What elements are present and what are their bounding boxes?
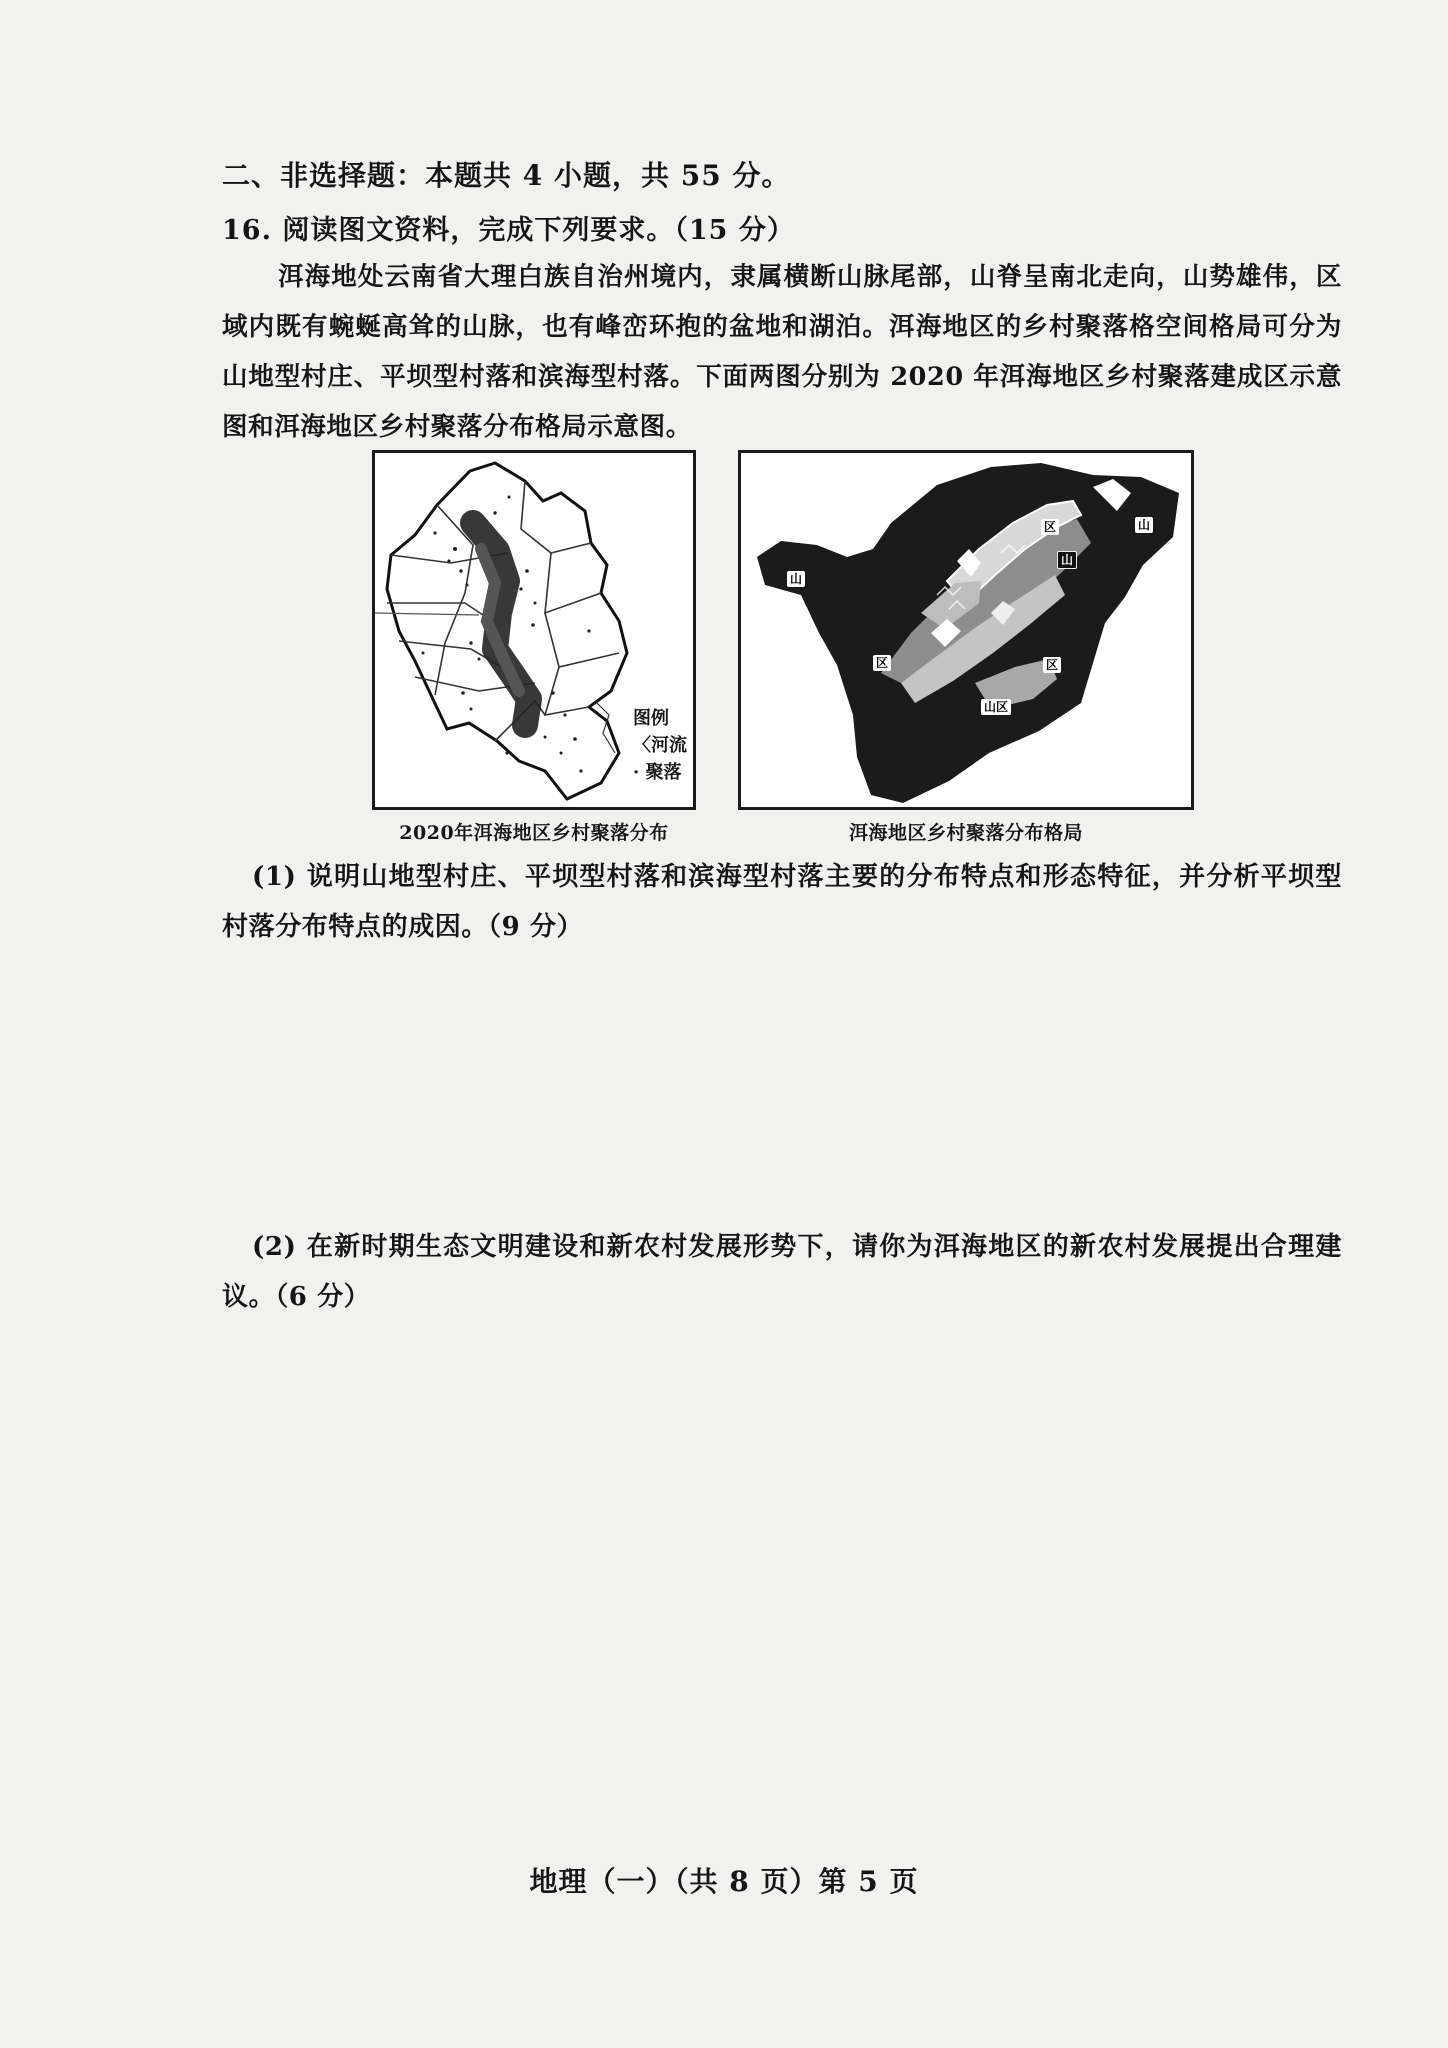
legend-item-settlement bbox=[633, 759, 693, 786]
river-symbol-icon: 〈 bbox=[633, 735, 651, 756]
region-label-mountain-3: 山 bbox=[1135, 517, 1153, 533]
legend-river-label: 河流 bbox=[651, 735, 687, 756]
legend-title: 图例 bbox=[633, 708, 669, 729]
region-label-area-1: 区 bbox=[1041, 519, 1059, 535]
pattern-map-graphic bbox=[741, 453, 1191, 807]
page-footer: 地理（一）（共 8 页）第 5 页 bbox=[529, 1865, 919, 1898]
legend-item-river bbox=[633, 732, 693, 759]
right-figure-caption: 洱海地区乡村聚落分布格局 bbox=[848, 822, 1083, 844]
subquestion-1: (1) 说明山地型村庄、平坝型村落和滨海型村落主要的分布特点和形态特征，并分析平坝型村落分布特点的成因。（9 分） bbox=[222, 862, 1342, 942]
region-label-mountain-area: 山区 bbox=[981, 699, 1011, 715]
region-label-mountain-1: 山 bbox=[787, 571, 805, 587]
settlement-pattern-map bbox=[738, 450, 1194, 810]
question-title: 16. 阅读图文资料，完成下列要求。（15 分） bbox=[222, 215, 795, 246]
subquestion-2: (2) 在新时期生态文明建设和新农村发展形势下，请你为洱海地区的新农村发展提出合理建议。（6 分） bbox=[222, 1232, 1342, 1312]
legend-settlement-label: 聚落 bbox=[645, 762, 682, 783]
region-label-mountain-2: 山 bbox=[1057, 551, 1077, 569]
region-label-area-2: 区 bbox=[873, 655, 891, 671]
left-figure-caption: 2020年洱海地区乡村聚落分布 bbox=[399, 822, 669, 844]
question-intro: 洱海地处云南省大理白族自治州境内，隶属横断山脉尾部，山脊呈南北走向，山势雄伟，区域内既有蜿蜒高耸的山脉，也有峰峦环抱的盆地和湖泊。洱海地区的乡村聚落格空间格局可分为山地型村庄、平坝型村落和滨海型村落。下面两图分别为 2020 年洱海地区乡村聚落建成区示意图和洱海地区乡村聚落分布格局示意图。 bbox=[222, 262, 1342, 442]
region-label-area-3: 区 bbox=[1043, 657, 1061, 673]
section-heading: 二、非选择题：本题共 4 小题，共 55 分。 bbox=[222, 159, 791, 192]
map-legend bbox=[633, 705, 693, 786]
settlement-distribution-map bbox=[372, 450, 696, 810]
settlement-dot-icon: · bbox=[633, 762, 640, 783]
